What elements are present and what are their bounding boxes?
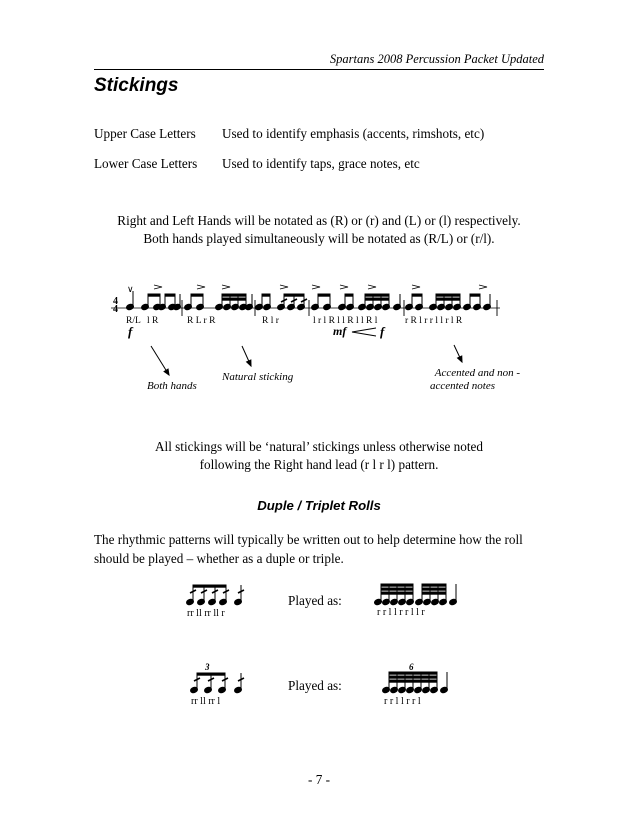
note-beam bbox=[193, 585, 226, 587]
caption-accented-line-2: accented notes bbox=[429, 380, 495, 392]
note-beam bbox=[381, 588, 413, 590]
running-header: Spartans 2008 Percussion Packet Updated bbox=[329, 52, 544, 66]
note-beam bbox=[197, 673, 225, 675]
section-heading-rolls: Duple / Triplet Rolls bbox=[257, 498, 381, 513]
caption-both-hands: Both hands bbox=[147, 380, 197, 392]
sticking-label: r R l r r l l r l R bbox=[405, 316, 463, 326]
time-signature: 4 4 bbox=[113, 296, 118, 315]
definition-text-lower: Used to identify taps, grace notes, etc bbox=[222, 156, 420, 171]
hands-note-line-1: Right and Left Hands will be notated as (R) or (r) and (L) or (l) respectively. bbox=[117, 213, 521, 228]
rolls-paragraph: The rhythmic patterns will typically be written out to help determine how the roll should be played – whether as a duple or triple. bbox=[94, 532, 523, 566]
sticking-label: l r l R l l R l l R l bbox=[313, 316, 378, 326]
triplet-played-sticking: r r l l r r l bbox=[384, 696, 421, 707]
definition-text-upper: Used to identify emphasis (accents, rimshots, etc) bbox=[222, 126, 485, 141]
sticking-label: R l r bbox=[262, 316, 279, 326]
note-beam bbox=[389, 676, 437, 678]
sticking-label: R/L bbox=[126, 316, 141, 326]
dynamic-marking: f bbox=[128, 324, 133, 339]
page-title: Stickings bbox=[94, 75, 179, 96]
note-beam bbox=[422, 592, 446, 594]
dynamic-marking: mf bbox=[333, 324, 347, 338]
hands-note-line-2: Both hands played simultaneously will be notated as (R/L) or (r/l). bbox=[143, 231, 495, 246]
definition-term-lower: Lower Case Letters bbox=[94, 156, 198, 171]
triplet-written-sticking: rr ll rr l bbox=[191, 696, 221, 707]
sticking-label: R L r R bbox=[187, 316, 216, 326]
note-beam bbox=[389, 672, 437, 674]
note-beam bbox=[389, 680, 437, 682]
caption-natural-sticking: Natural sticking bbox=[222, 371, 294, 383]
tuplet-number: 3 bbox=[205, 662, 210, 672]
note-beam bbox=[381, 584, 413, 586]
note-beam bbox=[422, 588, 446, 590]
played-as-label: Played as: bbox=[288, 678, 342, 693]
natural-note-line-1: All stickings will be ‘natural’ stickings unless otherwise noted bbox=[155, 439, 483, 454]
played-as-label: Played as: bbox=[288, 593, 342, 608]
marcato-mark: ∨ bbox=[127, 284, 134, 294]
sticking-label: l R bbox=[147, 316, 159, 326]
note-beam bbox=[381, 592, 413, 594]
dynamic-marking: f bbox=[380, 324, 385, 339]
natural-note-line-2: following the Right hand lead (r l r l) pattern. bbox=[199, 457, 439, 472]
page-number: - 7 - bbox=[308, 772, 330, 787]
duple-played-sticking: r r l l r r l l r bbox=[377, 607, 425, 618]
definition-term-upper: Upper Case Letters bbox=[94, 126, 196, 141]
tuplet-number: 6 bbox=[409, 662, 414, 672]
duple-written-sticking: rr ll rr ll r bbox=[187, 608, 225, 619]
caption-accented-line-1: Accented and non - bbox=[434, 367, 520, 379]
note-beam bbox=[422, 584, 446, 586]
